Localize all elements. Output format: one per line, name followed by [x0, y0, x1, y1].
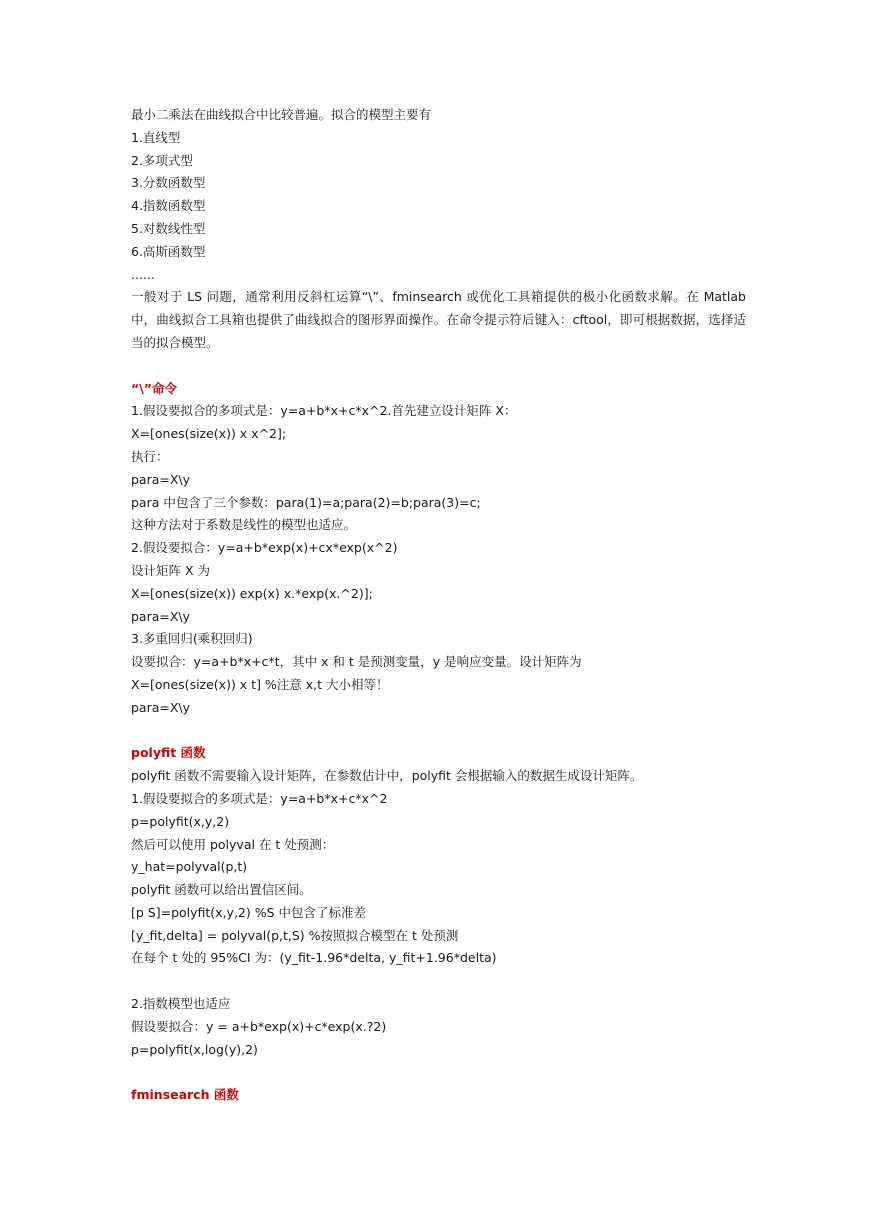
text-line: polyfit 函数可以给出置信区间。	[131, 882, 312, 898]
text-line: para 中包含了三个参数：para(1)=a;para(2)=b;para(3)=c;	[131, 494, 481, 510]
model-item: 2.多项式型	[131, 152, 193, 168]
code-line: para=X\y	[131, 608, 191, 624]
code-line: y_hat=polyval(p,t)	[131, 859, 248, 875]
text-line: 这种方法对于系数是线性的模型也适应。	[131, 517, 357, 533]
text-line: polyfit 函数不需要输入设计矩阵，在参数估计中，polyfit 会根据输入的数据生成设计矩阵。	[131, 768, 643, 784]
code-line: X=[ones(size(x)) exp(x) x.*exp(x.^2)];	[131, 585, 373, 601]
text-line: 设计矩阵 X 为	[131, 562, 211, 578]
document-page	[131, 104, 746, 1107]
text-line: 1.假设要拟合的多项式是：y=a+b*x+c*x^2.首先建立设计矩阵 X：	[131, 403, 517, 419]
text-line: 设要拟合：y=a+b*x+c*t，其中 x 和 t 是预测变量，y 是响应变量。设计矩阵为	[131, 654, 582, 670]
section-heading-polyfit: polyfit 函数	[131, 745, 206, 761]
spacer	[131, 970, 746, 993]
code-line: para=X\y	[131, 471, 191, 487]
spacer	[131, 355, 746, 378]
intro-line: 最小二乘法在曲线拟合中比较普遍。拟合的模型主要有	[131, 107, 432, 122]
spacer	[131, 720, 746, 743]
code-line: para=X\y	[131, 699, 191, 715]
section-heading-backslash: “\”命令	[131, 380, 177, 396]
model-item: 4.指数函数型	[131, 198, 206, 214]
text-line: 假设要拟合：y = a+b*exp(x)+c*exp(x.?2)	[131, 1018, 387, 1034]
code-line: X=[ones(size(x)) x t] %注意 x,t 大小相等！	[131, 676, 389, 692]
model-item: 6.高斯函数型	[131, 243, 206, 259]
ellipsis: ......	[131, 266, 155, 282]
text-line: 在每个 t 处的 95%CI 为：(y_fit-1.96*delta, y_fit+1.96*delta)	[131, 950, 497, 966]
code-line: X=[ones(size(x)) x x^2];	[131, 426, 287, 442]
model-item: 1.直线型	[131, 129, 181, 145]
text-line: 3.多重回归(乘积回归)	[131, 631, 253, 647]
code-line: [p S]=polyfit(x,y,2) %S 中包含了标准差	[131, 904, 367, 920]
code-line: p=polyfit(x,y,2)	[131, 813, 230, 829]
text-line: 然后可以使用 polyval 在 t 处预测：	[131, 836, 335, 852]
text-line: 1.假设要拟合的多项式是：y=a+b*x+c*x^2	[131, 790, 388, 806]
text-line: 2.指数模型也适应	[131, 996, 231, 1012]
spacer	[131, 1061, 746, 1084]
code-line: p=polyfit(x,log(y),2)	[131, 1041, 258, 1057]
text-line: 2.假设要拟合：y=a+b*exp(x)+cx*exp(x^2)	[131, 540, 398, 556]
intro-paragraph: 一般对于 LS 问题，通常利用反斜杠运算“\”、fminsearch 或优化工具箱提供的极小化函数求解。在 Matlab 中，曲线拟合工具箱也提供了曲线拟合的图形界面操作。在命令提示符后键入：cftool，即可根据数据，选择适当的拟合模型。	[131, 289, 746, 350]
model-item: 3.分数函数型	[131, 175, 206, 191]
text-line: 执行：	[131, 448, 169, 464]
section-heading-fminsearch: fminsearch 函数	[131, 1087, 239, 1103]
model-item: 5.对数线性型	[131, 220, 206, 236]
code-line: [y_fit,delta] = polyval(p,t,S) %按照拟合模型在 t 处预测	[131, 927, 459, 943]
